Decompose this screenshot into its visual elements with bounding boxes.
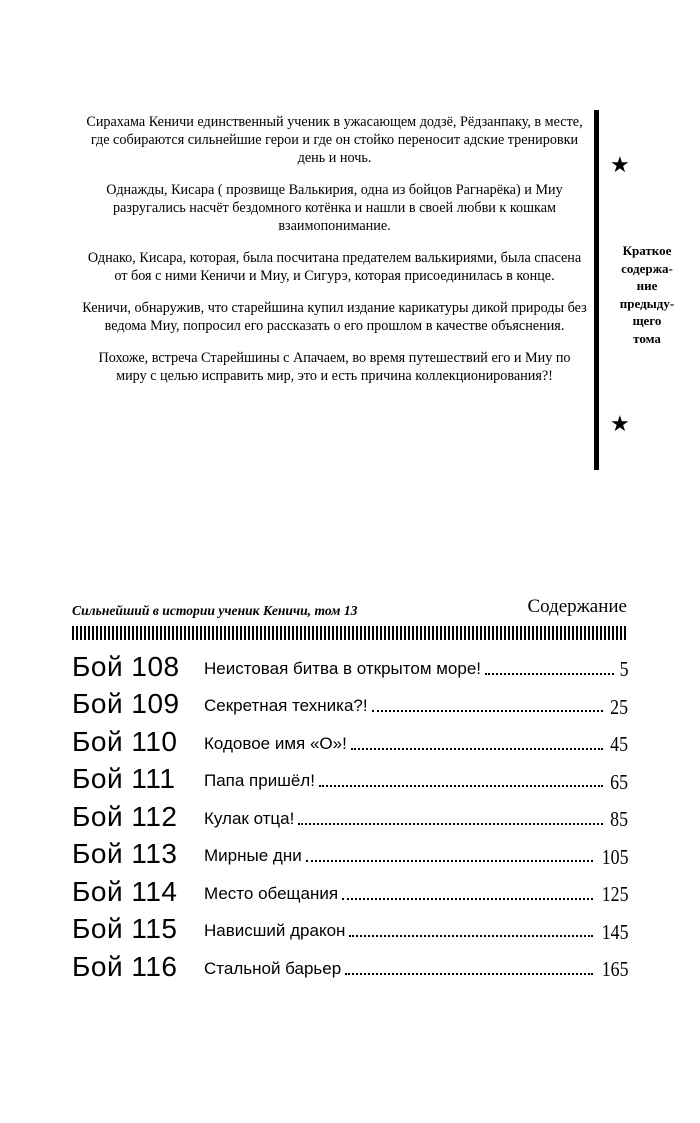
dot-leader <box>351 748 603 750</box>
toc-entry[interactable] <box>72 911 628 949</box>
toc-entry[interactable] <box>72 948 628 986</box>
toc-header <box>72 596 627 622</box>
summary-paragraph: Сирахама Кеничи единственный ученик в ужасающем додзё, Рёдзанпаку, в месте, где собираются сильнейшие герои и где он стойко переносит адские тренировки день и ночь. <box>86 114 583 166</box>
side-label-line: ние <box>636 278 658 293</box>
page-number: 165 <box>601 957 628 982</box>
fight-number: Бой 109 <box>72 688 180 720</box>
dot-leader <box>372 710 603 712</box>
fight-number: Бой 112 <box>72 800 178 832</box>
side-label-line: тома <box>633 330 661 346</box>
contents-heading: Содержание <box>527 596 627 617</box>
dot-leader <box>345 973 592 975</box>
toc-entry[interactable] <box>72 836 628 874</box>
summary-paragraph: Похоже, встреча Старейшины с Апачаем, во время путешествий его и Миу по миру с целью исправить мир, это и есть причина коллекционирования?! <box>98 350 571 384</box>
toc-entry[interactable] <box>72 723 628 761</box>
page-number: 105 <box>601 844 628 869</box>
dot-leader <box>306 860 593 862</box>
summary-paragraph: Однако, Кисара, которая, была посчитана предателем валькириями, была спасена от боя с ними Кеничи и Миу, и Сигурэ, которая присоединилась в конце. <box>87 250 582 284</box>
chapter-title: Секретная техника?! <box>204 696 368 716</box>
page-number: 65 <box>610 769 628 794</box>
fight-number: Бой 116 <box>72 950 178 982</box>
dot-leader <box>319 785 603 787</box>
toc-entry[interactable] <box>72 798 628 836</box>
summary-paragraph: Однажды, Кисара ( прозвище Валькирия, одна из бойцов Рагнарёка) и Миу разругались насчёт бездомного котёнка и нашли в своей любви к кошкам взаимопонимание. <box>106 182 563 234</box>
table-of-contents <box>72 648 628 986</box>
toc-entry[interactable] <box>72 686 628 724</box>
summary-side-label <box>608 242 686 347</box>
page-number: 45 <box>610 732 628 757</box>
previous-volume-summary <box>82 113 587 399</box>
page-number: 5 <box>619 657 628 682</box>
fight-number: Бой 108 <box>72 650 180 682</box>
fight-number: Бой 114 <box>72 875 178 907</box>
chapter-title: Стальной барьер <box>204 958 342 978</box>
star-icon: ★ <box>610 153 630 178</box>
side-label-line: содержа- <box>621 260 673 276</box>
fight-number: Бой 115 <box>72 913 178 945</box>
chapter-title: Кодовое имя «О»! <box>204 733 347 753</box>
series-title: Сильнейший в истории ученик Кеничи, том 13 <box>72 603 358 618</box>
decorative-ruler <box>72 626 628 640</box>
star-icon: ★ <box>610 412 630 437</box>
fight-number: Бой 110 <box>72 725 178 757</box>
page-number: 145 <box>601 919 628 944</box>
side-label-line: предыду- <box>619 295 675 311</box>
dot-leader <box>298 823 603 825</box>
fight-number: Бой 111 <box>72 763 176 795</box>
dot-leader <box>485 673 613 675</box>
chapter-title: Мирные дни <box>204 846 302 866</box>
page-number: 25 <box>610 694 628 719</box>
chapter-title: Нависший дракон <box>204 921 346 941</box>
vertical-divider <box>594 110 599 470</box>
dot-leader <box>349 935 592 937</box>
chapter-title: Кулак отца! <box>204 808 295 828</box>
chapter-title: Папа пришёл! <box>204 771 315 791</box>
chapter-title: Неистовая битва в открытом море! <box>204 658 482 678</box>
chapter-title: Место обещания <box>204 883 339 903</box>
side-label-line: Краткое <box>622 243 672 258</box>
page-number: 85 <box>610 807 628 832</box>
page-number: 125 <box>601 882 628 907</box>
toc-entry[interactable] <box>72 761 628 799</box>
fight-number: Бой 113 <box>72 838 178 870</box>
side-label-line: щего <box>632 313 662 328</box>
dot-leader <box>342 898 592 900</box>
toc-entry[interactable] <box>72 648 628 686</box>
toc-entry[interactable] <box>72 873 628 911</box>
summary-paragraph: Кеничи, обнаружив, что старейшина купил издание карикатуры дикой природы без ведома Миу, попросил его рассказать о его прошлом в качестве объяснения. <box>82 300 587 334</box>
